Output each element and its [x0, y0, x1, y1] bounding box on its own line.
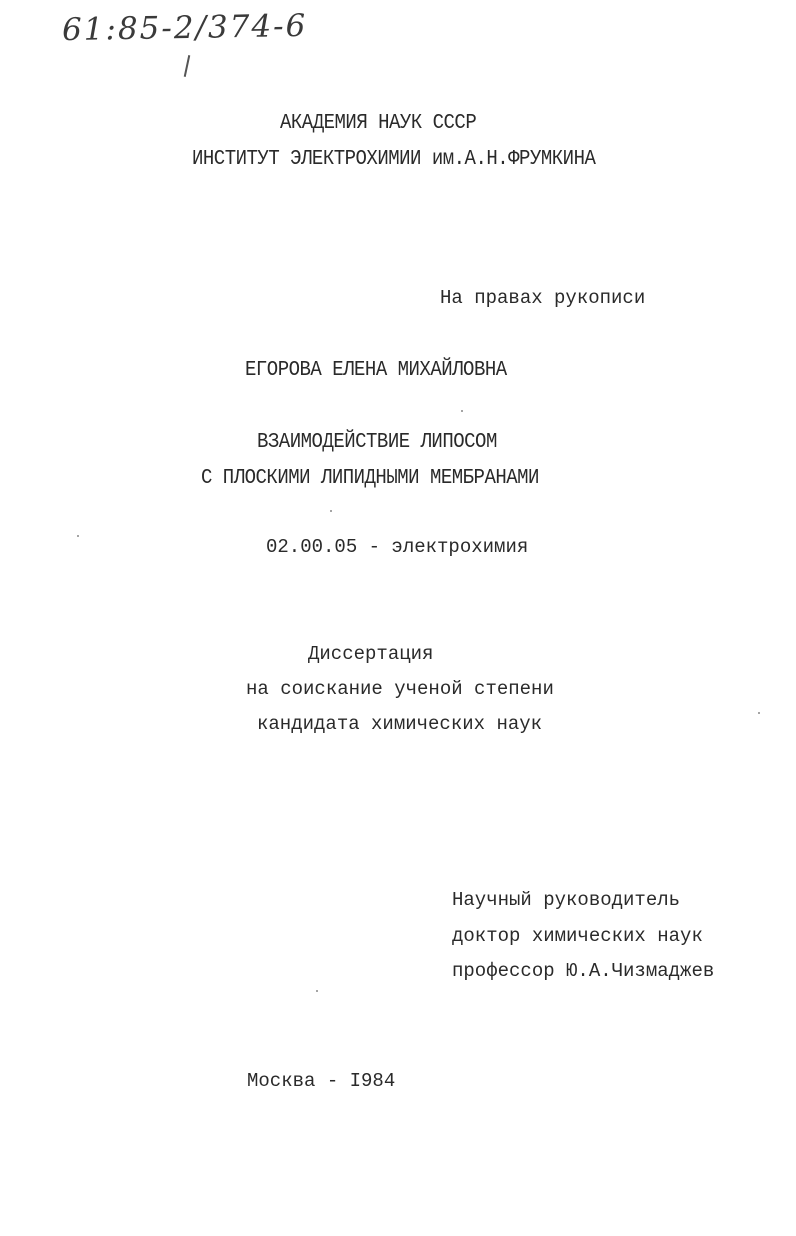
- scan-speck: [330, 510, 332, 512]
- academy-name: АКАДЕМИЯ НАУК СССР: [280, 110, 477, 135]
- supervisor-role: Научный руководитель: [452, 889, 681, 911]
- scan-speck: [316, 990, 318, 992]
- supervisor-name: профессор Ю.А.Чизмаджев: [452, 960, 715, 982]
- author-name: ЕГОРОВА ЕЛЕНА МИХАЙЛОВНА: [245, 357, 507, 382]
- specialty-code: 02.00.05 - электрохимия: [266, 536, 529, 558]
- scan-speck: [758, 712, 760, 714]
- scan-speck: [461, 410, 463, 412]
- place-and-year: Москва - I984: [247, 1070, 396, 1092]
- degree-line-3: кандидата химических наук: [257, 713, 543, 735]
- degree-line-1: Диссертация: [308, 643, 434, 665]
- institute-name: ИНСТИТУТ ЭЛЕКТРОХИМИИ им.А.Н.ФРУМКИНА: [192, 146, 596, 171]
- manuscript-rights-note: На правах рукописи: [440, 287, 646, 309]
- thesis-title-line-2: С ПЛОСКИМИ ЛИПИДНЫМИ МЕМБРАНАМИ: [201, 465, 539, 490]
- thesis-title-line-1: ВЗАИМОДЕЙСТВИЕ ЛИПОСОМ: [257, 429, 497, 454]
- supervisor-degree: доктор химических наук: [452, 925, 703, 947]
- scan-speck: [77, 535, 79, 537]
- degree-line-2: на соискание ученой степени: [246, 678, 554, 700]
- handwritten-stroke: [184, 55, 191, 77]
- handwritten-archive-mark: 61:85-2/374-6: [61, 7, 308, 49]
